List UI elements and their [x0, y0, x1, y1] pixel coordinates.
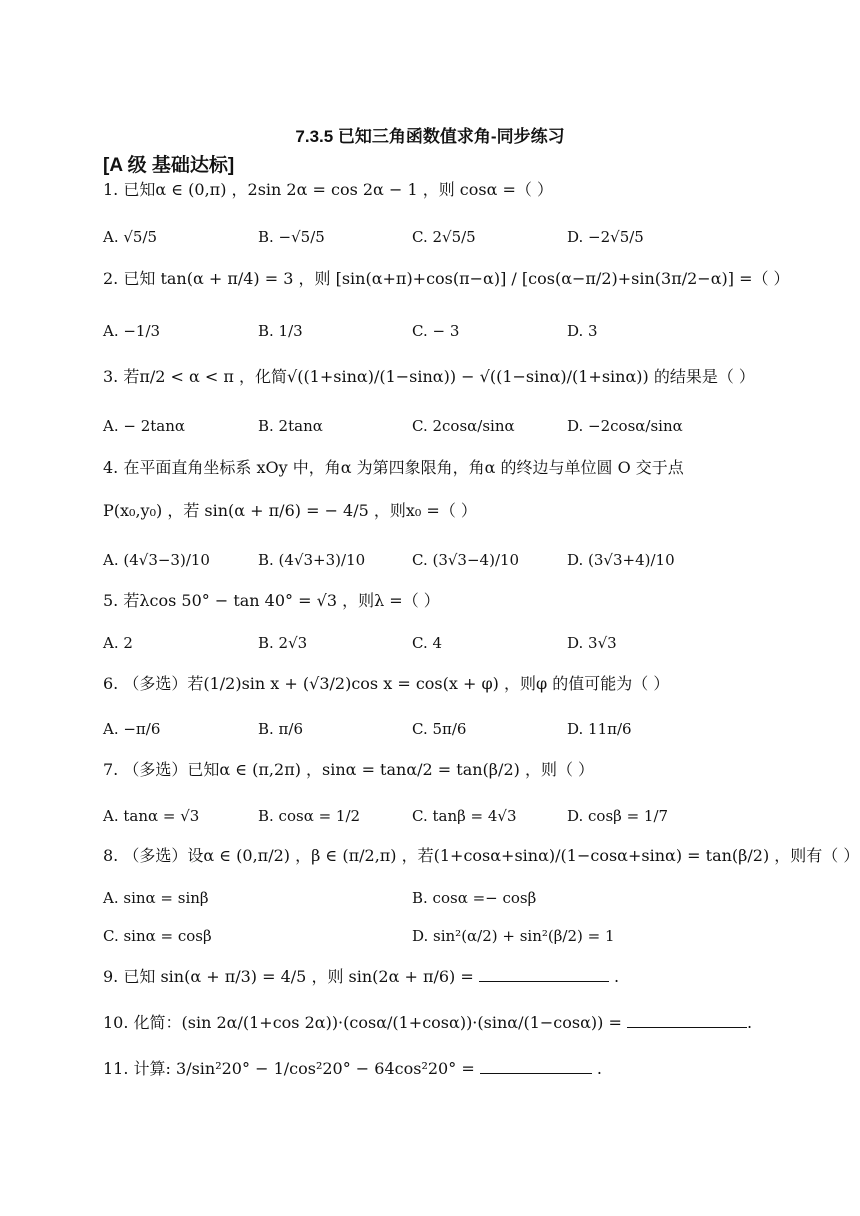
- page-title: 7.3.5 已知三角函数值求角-同步练习: [295, 127, 565, 146]
- option-a[interactable]: A. tanα = √3: [103, 807, 200, 825]
- option-c[interactable]: C. 5π/6: [412, 720, 467, 738]
- option-c[interactable]: C. − 3: [412, 322, 460, 340]
- option-d[interactable]: D. −2cosα/sinα: [567, 417, 683, 435]
- question-text: 9. 已知 sin(α + π/3) = 4/5 ，则 sin(2α + π/6) =: [103, 967, 479, 986]
- question-tail: .: [746, 1013, 753, 1032]
- option-c[interactable]: C. (3√3−4)/10: [412, 551, 520, 569]
- option-a[interactable]: A. sinα = sinβ: [103, 889, 209, 907]
- option-b[interactable]: B. 2tanα: [258, 417, 323, 435]
- option-c[interactable]: C. 2√5/5: [412, 228, 476, 246]
- question-text: 11. 计算: 3/sin²20° − 1/cos²20° − 64cos²20° =: [103, 1059, 480, 1078]
- option-b[interactable]: B. −√5/5: [258, 228, 325, 246]
- option-c[interactable]: C. 2cosα/sinα: [412, 417, 515, 435]
- question-text: 3. 若π/2 < α < π ，化简√((1+sinα)/(1−sinα)) − √((1−sinα)/(1+sinα)) 的结果是（ ）: [103, 367, 755, 386]
- option-b[interactable]: B. cosα =− cosβ: [412, 889, 537, 907]
- question-text: 10. 化简：(sin 2α/(1+cos 2α))·(cosα/(1+cosα))·(sinα/(1−cosα)) =: [103, 1013, 627, 1032]
- section-heading: [A 级 基础达标]: [103, 155, 235, 176]
- question-7: [103, 759, 594, 781]
- question-6: [103, 673, 669, 695]
- question-tail: .: [608, 967, 620, 986]
- question-text: 1. 已知α ∈ (0,π) ，2sin 2α = cos 2α − 1 ，则 cosα =（ ）: [103, 180, 553, 199]
- question-text: 6. （多选）若(1/2)sin x + (√3/2)cos x = cos(x + φ) ，则φ 的值可能为（ ）: [103, 674, 670, 693]
- question-8: [103, 845, 859, 867]
- answer-blank[interactable]: [627, 1013, 747, 1028]
- option-a[interactable]: A. − 2tanα: [103, 417, 186, 435]
- option-c[interactable]: C. tanβ = 4√3: [412, 807, 517, 825]
- option-d[interactable]: D. (3√3+4)/10: [567, 551, 675, 569]
- question-10: [103, 1012, 752, 1034]
- question-text: 8. （多选）设α ∈ (0,π/2) ，β ∈ (π/2,π) ，若(1+cosα+sinα)/(1−cosα+sinα) = tan(β/2) ，则有（ ）: [103, 846, 860, 865]
- question-text: 5. 若λcos 50° − tan 40° = √3 ，则λ =（ ）: [103, 591, 440, 610]
- option-b[interactable]: B. 2√3: [258, 634, 308, 652]
- option-b[interactable]: B. π/6: [258, 720, 304, 738]
- question-tail: .: [591, 1059, 602, 1078]
- question-9: [103, 966, 619, 988]
- option-c[interactable]: C. sinα = cosβ: [103, 927, 212, 945]
- option-d[interactable]: D. −2√5/5: [567, 228, 644, 246]
- question-text: 2. 已知 tan(α + π/4) = 3 ，则 [sin(α+π)+cos(π−α)] / [cos(α−π/2)+sin(3π/2−α)] =（ ）: [103, 269, 790, 288]
- option-d[interactable]: D. cosβ = 1/7: [567, 807, 669, 825]
- option-a[interactable]: A. (4√3−3)/10: [103, 551, 210, 569]
- question-11: [103, 1058, 602, 1080]
- option-b[interactable]: B. (4√3+3)/10: [258, 551, 366, 569]
- option-b[interactable]: B. cosα = 1/2: [258, 807, 361, 825]
- option-a[interactable]: A. −π/6: [103, 720, 161, 738]
- question-4: [103, 457, 684, 479]
- option-c[interactable]: C. 4: [412, 634, 443, 652]
- option-a[interactable]: A. −1/3: [103, 322, 161, 340]
- question-text: 4. 在平面直角坐标系 xOy 中，角α 为第四象限角，角α 的终边与单位圆 O 交于点: [103, 458, 684, 477]
- option-a[interactable]: A. 2: [103, 634, 133, 652]
- option-a[interactable]: A. √5/5: [103, 228, 158, 246]
- answer-blank[interactable]: [480, 1059, 592, 1074]
- question-4-line2: P(x₀,y₀) ，若 sin(α + π/6) = − 4/5 ，则x₀ =（ ）: [103, 501, 477, 520]
- question-1: [103, 179, 553, 201]
- option-d[interactable]: D. 3: [567, 322, 598, 340]
- question-3: [103, 366, 755, 388]
- option-d[interactable]: D. sin²(α/2) + sin²(β/2) = 1: [412, 927, 615, 945]
- answer-blank[interactable]: [479, 967, 609, 982]
- question-text: 7. （多选）已知α ∈ (π,2π) ，sinα = tanα/2 = tan(β/2) ，则（ ）: [103, 760, 595, 779]
- option-d[interactable]: D. 11π/6: [567, 720, 632, 738]
- question-5: [103, 590, 440, 612]
- option-d[interactable]: D. 3√3: [567, 634, 617, 652]
- option-b[interactable]: B. 1/3: [258, 322, 303, 340]
- question-2: [103, 268, 790, 290]
